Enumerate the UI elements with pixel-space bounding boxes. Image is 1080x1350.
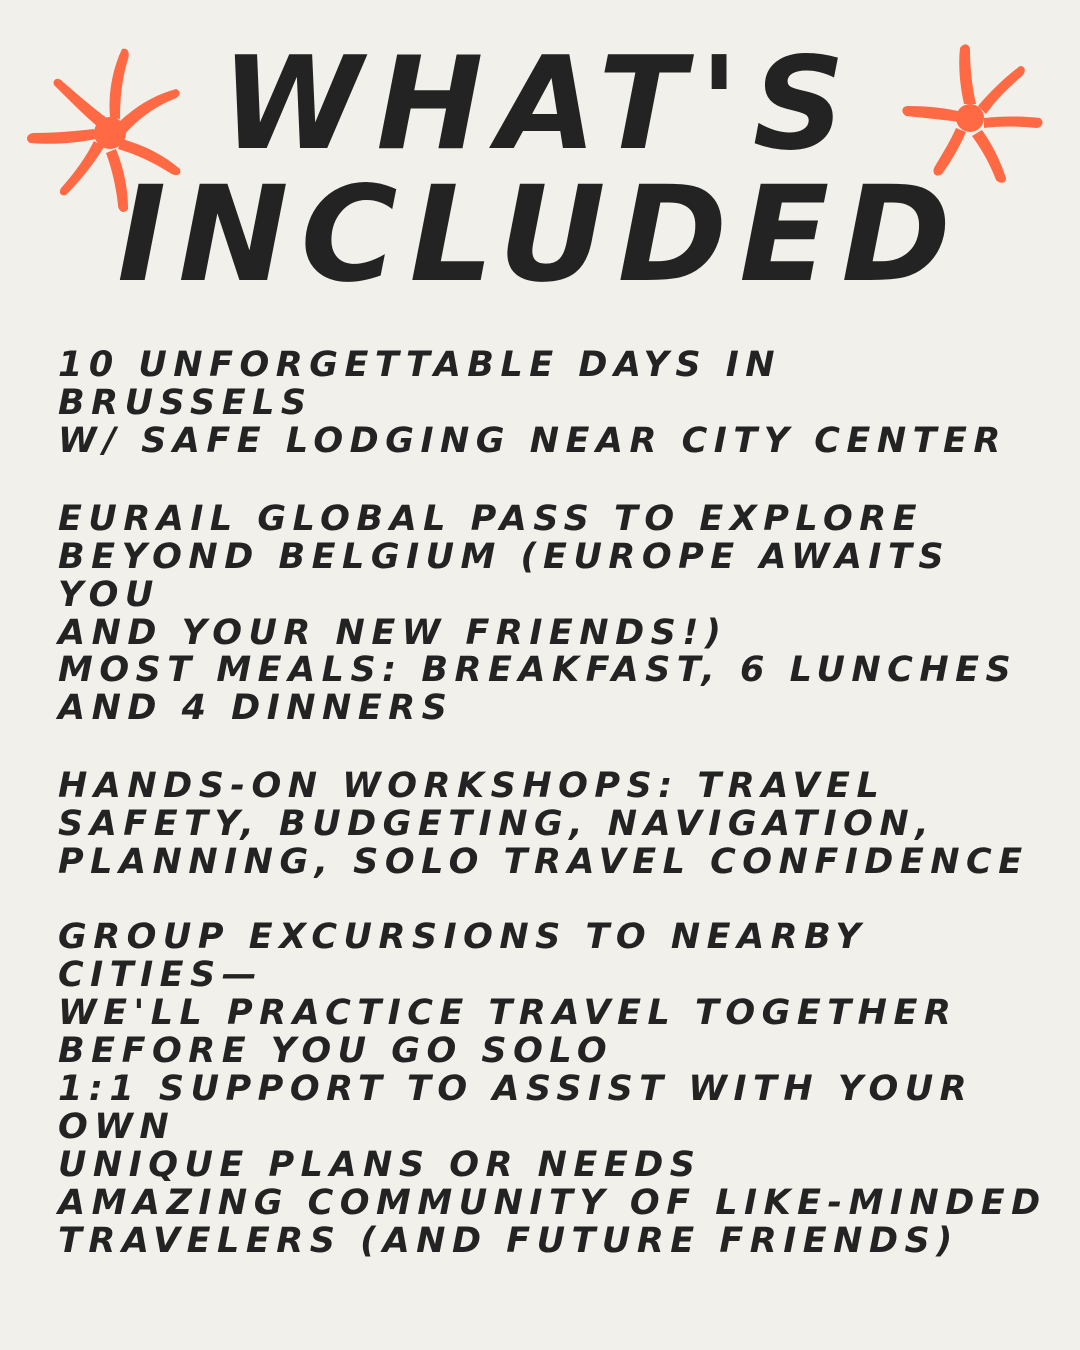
list-item-workshops: HANDS-ON WORKSHOPS: TRAVEL SAFETY, BUDGETING, NAVIGATION, PLANNING, SOLO TRAVEL CONFIDENCE [58, 766, 1029, 882]
list-item-group-excursions: GROUP EXCURSIONS TO NEARBY CITIES— WE'LL PRACTICE TRAVEL TOGETHER BEFORE YOU GO SOLO [58, 917, 958, 1071]
list-item-support: 1:1 SUPPORT TO ASSIST WITH YOUR OWN UNIQUE PLANS OR NEEDS [58, 1069, 974, 1185]
list-item-eurail-pass: EURAIL GLOBAL PASS TO EXPLORE BEYOND BELGIUM (EUROPE AWAITS YOU AND YOUR NEW FRIENDS!) [58, 499, 951, 653]
title-line-2: INCLUDED [117, 158, 963, 312]
title-line-1: WHAT'S [221, 30, 859, 179]
page-title [0, 30, 1080, 312]
list-item-community: AMAZING COMMUNITY OF LIKE-MINDED TRAVELERS (AND FUTURE FRIENDS) [58, 1183, 1047, 1261]
list-item-meals: MOST MEALS: BREAKFAST, 6 LUNCHES AND 4 DINNERS [58, 650, 1018, 728]
list-item-lodging: 10 UNFORGETTABLE DAYS IN BRUSSELS W/ SAFE LODGING NEAR CITY CENTER [58, 345, 1007, 461]
